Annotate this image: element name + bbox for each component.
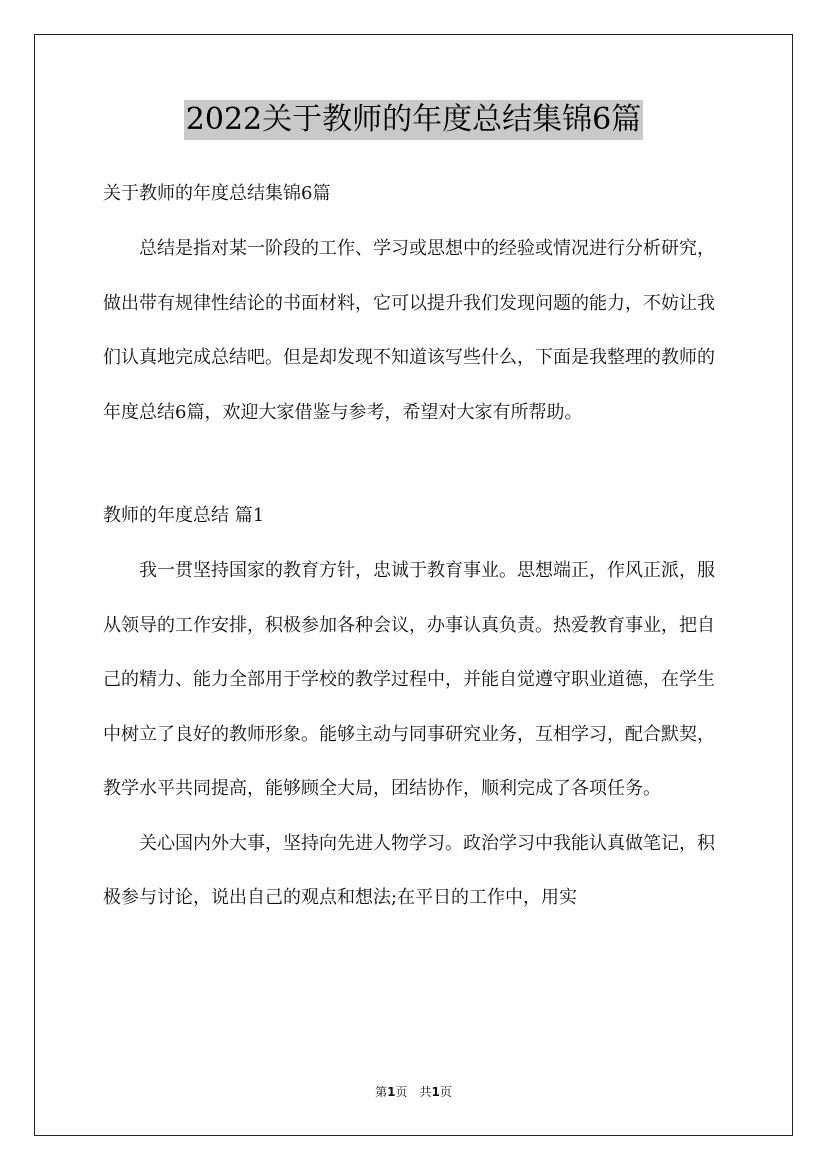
section-heading: 教师的年度总结 篇1 — [103, 505, 265, 526]
document-title: 2022关于教师的年度总结集锦6篇 — [184, 100, 643, 140]
page-footer — [0, 1083, 827, 1100]
footer-page-number: 1 — [387, 1085, 396, 1099]
document-subtitle: 关于教师的年度总结集锦6篇 — [103, 183, 331, 204]
body-paragraph-1: 我一贯坚持国家的教育方针，忠诚于教育事业。思想端正，作风正派，服从领导的工作安排，积极参加各种会议，办事认真负责。热爱教育事业，把自己的精力、能力全部用于学校的教学过程中，并能自觉遵守职业道德，在学生中树立了良好的教师形象。能够主动与同事研究业务，互相学习，配合默契，教学水平共同提高，能够顾全大局，团结协作，顺利完成了各项任务。 — [103, 560, 715, 799]
spacer — [103, 440, 727, 494]
footer-suffix: 页 — [439, 1085, 452, 1099]
title-container — [0, 100, 827, 140]
document-body — [103, 172, 727, 926]
footer-total-pages: 1 — [431, 1085, 440, 1099]
footer-mid: 页 共 — [395, 1085, 432, 1099]
intro-paragraph: 总结是指对某一阶段的工作、学习或思想中的经验或情况进行分析研究，做出带有规律性结论的书面材料，它可以提升我们发现问题的能力，不妨让我们认真地完成总结吧。但是却发现不知道该写些什么，下面是我整理的教师的年度总结6篇，欢迎大家借鉴与参考，希望对大家有所帮助。 — [103, 238, 715, 423]
footer-prefix: 第 — [375, 1085, 388, 1099]
body-paragraph-2: 关心国内外大事，坚持向先进人物学习。政治学习中我能认真做笔记，积极参与讨论，说出自己的观点和想法;在平日的工作中，用实 — [103, 832, 715, 908]
